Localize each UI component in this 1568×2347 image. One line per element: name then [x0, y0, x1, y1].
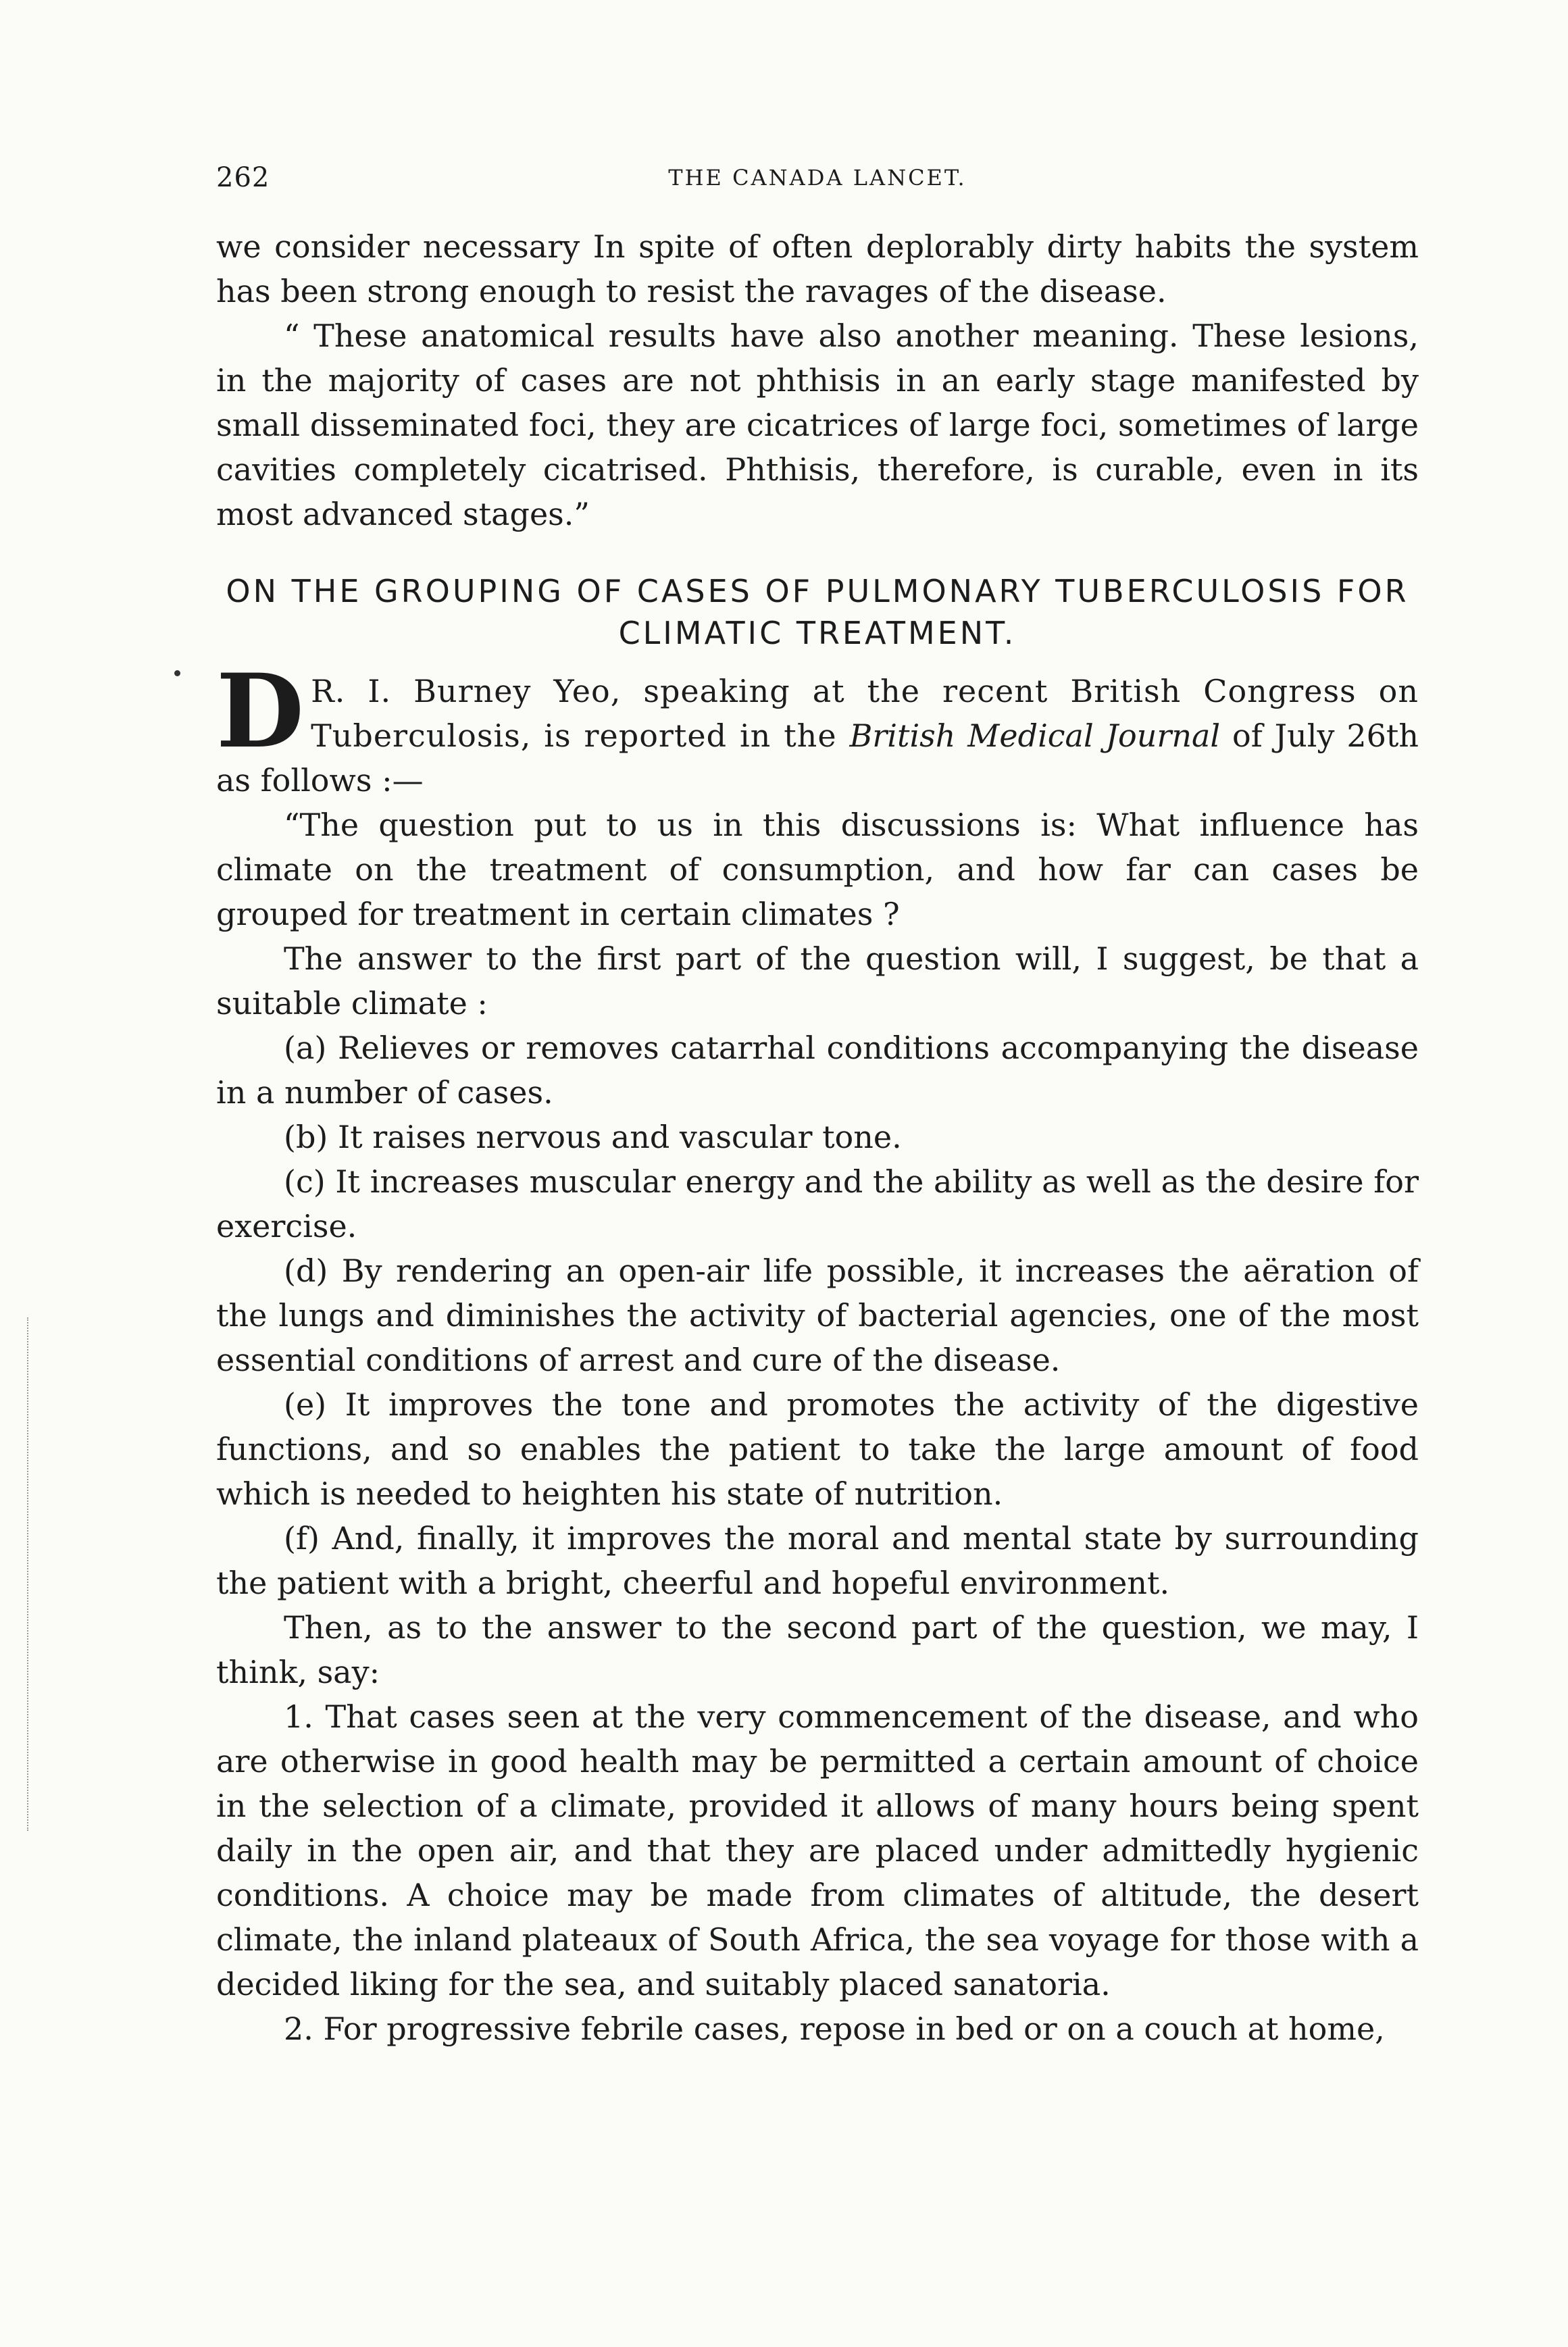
margin-dot — [174, 670, 180, 676]
list-item: (d) By rendering an open-air life possible, it increases the aëration of the lungs and diminishes the activity of bacterial agencies, one of the most essential conditions of arrest and cure of the disease. — [216, 1253, 1419, 1378]
paragraph: we consider necessary In spite of often deplorably dirty habits the system has been strong enough to resist the ravages of the disease. — [216, 228, 1419, 309]
page — [216, 162, 1419, 2051]
list-item: (f) And, finally, it improves the moral and mental state by surrounding the patient with a bright, cheerful and hopeful environment. — [216, 1520, 1419, 1601]
section-title: ON THE GROUPING OF CASES OF PULMONARY TUBERCULOSIS FOR CLIMATIC TREATMENT. — [226, 573, 1409, 651]
list-item: (b) It raises nervous and vascular tone. — [284, 1119, 902, 1155]
list-item: 2. For progressive febrile cases, repose in bed or on a couch at home, — [284, 2011, 1385, 2047]
running-head — [216, 162, 1419, 200]
lead-paragraph — [216, 652, 1419, 803]
lead-text: R. I. Burney Yeo, speaking at the recent British Congress on Tuberculosis, is reported in the — [311, 673, 1419, 754]
page-number: 262 — [216, 162, 270, 193]
paragraph: The answer to the first part of the question will, I suggest, be that a suitable climate : — [216, 940, 1419, 1021]
paragraph: “The question put to us in this discussions is: What influence has climate on the treatment of consumption, and how far can cases be grouped for treatment in certain climates ? — [216, 807, 1419, 932]
drop-cap: D — [216, 652, 305, 771]
list-item: (c) It increases muscular energy and the ability as well as the desire for exercise. — [216, 1163, 1419, 1244]
paragraph: “ These anatomical results have also another meaning. These lesions, in the majority of cases are not phthisis in an early stage manifested by small disseminated foci, they are cicatrices of large foci, sometimes of large cavities completely cicatrised. Phthisis, therefore, is curable, even in its most advanced stages.” — [216, 318, 1419, 532]
lead-text-end: of July 26th as follows :— — [216, 717, 1419, 799]
list-item: (a) Relieves or removes catarrhal conditions accompanying the disease in a number of cases. — [216, 1030, 1419, 1111]
journal-name: British Medical Journal — [849, 717, 1221, 754]
list-item: 1. That cases seen at the very commencement of the disease, and who are otherwise in good health may be permitted a certain amount of choice in the selection of a climate, provided it allows of many hours being spent daily in the open air, and that they are placed under admittedly hygienic conditions. A choice may be made from climates of altitude, the desert climate, the inland plateaux of South Africa, the sea voyage for those with a decided liking for the sea, and suitably placed sanatoria. — [216, 1698, 1419, 2002]
journal-title: THE CANADA LANCET. — [668, 165, 967, 191]
margin-scan-marks — [27, 1317, 42, 1831]
list-item: (e) It improves the tone and promotes the activity of the digestive functions, and so enables the patient to take the large amount of food which is needed to heighten his state of nutrition. — [216, 1386, 1419, 1512]
paragraph: Then, as to the answer to the second part of the question, we may, I think, say: — [216, 1609, 1419, 1690]
